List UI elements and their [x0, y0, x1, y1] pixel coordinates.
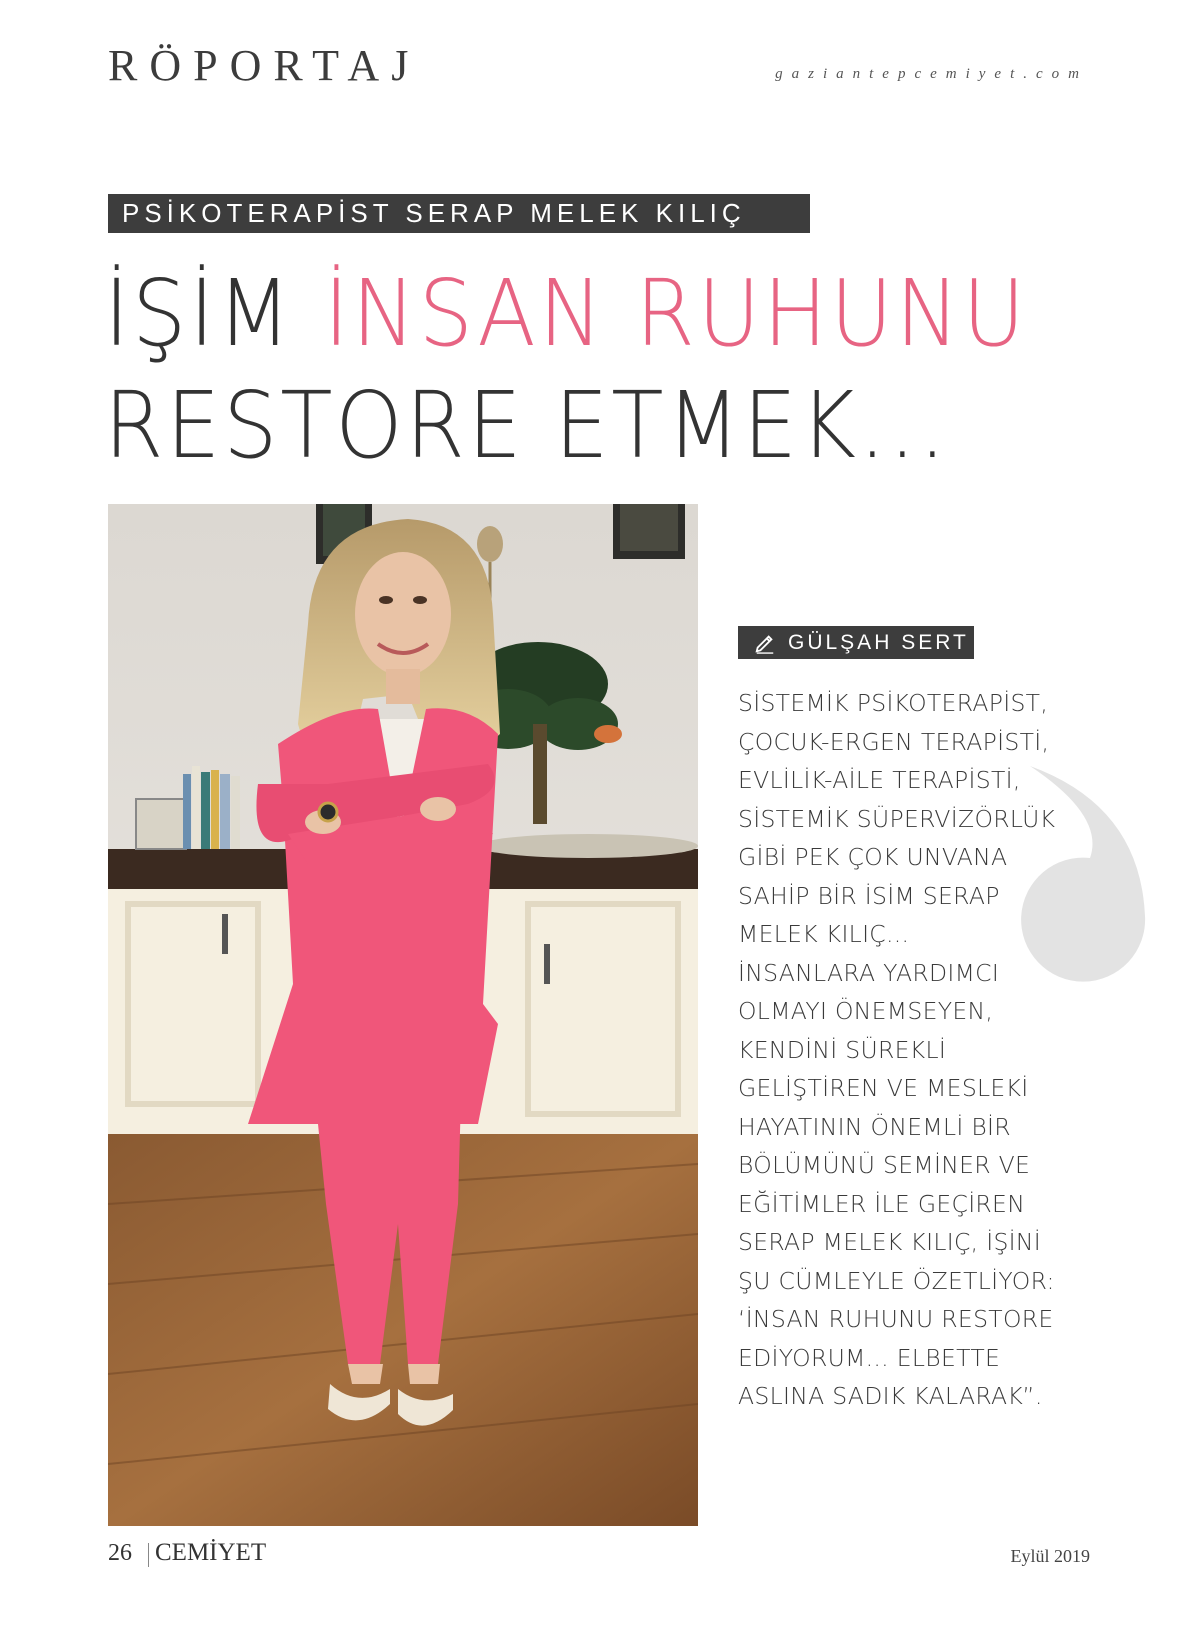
- magazine-name: CEMİYET: [155, 1539, 267, 1566]
- portrait-photo: [108, 504, 698, 1526]
- issue-date: Eylül 2019: [1010, 1546, 1090, 1566]
- author-name: GÜLŞAH SERT: [788, 631, 969, 654]
- article-headline: [104, 258, 1028, 482]
- article-intro: SİSTEMİK PSİKOTERAPİST, ÇOCUK-ERGEN TERAPİSTİ, EVLİLİK-AİLE TERAPİSTİ, SİSTEMİK SÜPERVİZÖRLÜK GİBİ PEK ÇOK UNVANA SAHİP BİR İSİM SERAP MELEK KILIÇ... İNSANLARA YARDIMCI OLMAYI ÖNEMSEYEN, KENDİNİ SÜREKLİ GELİŞTİREN VE MESLEKİ HAYATININ ÖNEMLİ BİR BÖLÜMÜNÜ SEMİNER VE EĞİTİMLER İLE GEÇİREN SERAP MELEK KILIÇ, İŞİNİ ŞU CÜMLEYLE ÖZETLİYOR: ‘İNSAN RUHUNU RESTORE EDİYORUM... ELBETTE ASLINA SADIK KALARAK”.: [738, 689, 1056, 1410]
- article-subtitle: PSİKOTERAPİST SERAP MELEK KILIÇ: [108, 194, 810, 233]
- headline-accent: İNSAN RUHUNU: [323, 260, 1028, 367]
- section-label: RÖPORTAJ: [108, 41, 421, 90]
- pen-icon: [754, 632, 776, 654]
- website-url: gaziantepcemiyet.com: [775, 66, 1088, 82]
- footer-divider: [148, 1543, 149, 1567]
- author-byline: [738, 626, 974, 659]
- headline-line2: RESTORE ETMEK...: [104, 372, 949, 479]
- headline-part1: İŞİM: [104, 260, 324, 367]
- page-number: 26: [108, 1540, 132, 1566]
